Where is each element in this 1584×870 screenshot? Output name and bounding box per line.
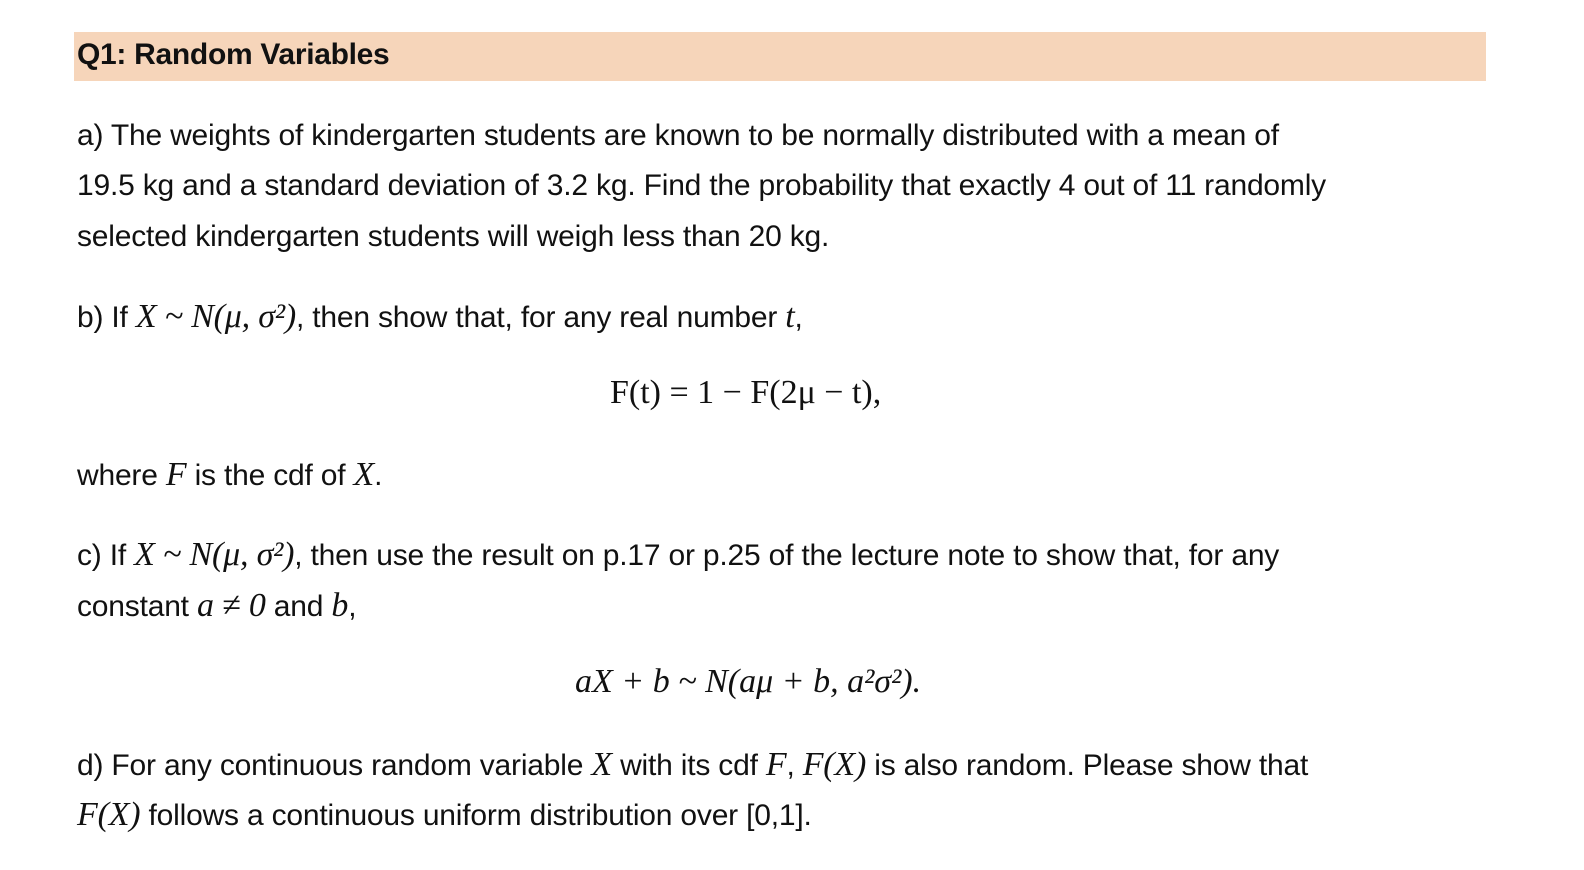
part-c-line2-prefix: constant (77, 590, 189, 623)
part-c-equation (575, 663, 921, 701)
section-title: Q1: Random Variables (77, 38, 390, 71)
part-b-where-f: F (165, 456, 187, 493)
part-d-var-x: X (591, 746, 612, 783)
part-a-line-1: a) The weights of kindergarten students are known to be normally distributed with a mean of (77, 119, 1279, 152)
part-a-line-2: 19.5 kg and a standard deviation of 3.2 kg. Find the probability that exactly 4 out of 11 randomly (77, 169, 1326, 202)
part-c-prefix: c) If (77, 539, 126, 572)
part-c-condition: a ≠ 0 (196, 587, 266, 624)
part-d-f: F (765, 746, 787, 783)
part-c-suffix: , then use the result on p.17 or p.25 of the lecture note to show that, for any (294, 539, 1280, 572)
part-c-statement: X ~ N(μ, σ²) (134, 536, 295, 573)
part-c-var-b: b (331, 587, 349, 624)
part-b-where-line (77, 449, 382, 501)
part-c-comma: , (348, 590, 357, 623)
part-b-comma: , (794, 301, 803, 334)
part-b-statement: X ~ N(μ, σ²) (135, 298, 296, 335)
part-d-fx: F(X) (802, 746, 867, 783)
part-c-and: and (273, 590, 324, 623)
part-b-suffix: , then show that, for any real number (295, 301, 778, 334)
part-b-where-mid: is the cdf of (194, 459, 346, 492)
part-b-where-x: X (353, 456, 375, 493)
part-b-line-1 (77, 291, 803, 343)
part-d-suffix: is also random. Please show that (874, 749, 1309, 782)
part-d-line2-suffix: follows a continuous uniform distribution over [0,1]. (148, 799, 812, 832)
part-d-prefix: d) For any continuous random variable (77, 749, 584, 782)
part-c-equation-text: aX + b ~ N(aμ + b, a²σ²). (575, 663, 922, 700)
part-c-line-1 (77, 529, 1279, 581)
part-b-where-end: . (374, 459, 383, 492)
part-d-mid: with its cdf (620, 749, 758, 782)
part-d-line-2 (77, 789, 812, 841)
part-c-line-2 (77, 580, 356, 632)
section-title-bar (74, 32, 1486, 81)
part-d-line-1 (77, 739, 1308, 791)
part-d-comma: , (786, 749, 795, 782)
part-d-line2-fx: F(X) (77, 796, 141, 833)
part-b-var-t: t (785, 298, 795, 335)
part-b-equation: F(t) = 1 − F(2μ − t), (610, 374, 882, 411)
part-b-prefix: b) If (77, 301, 128, 334)
part-b-where-prefix: where (77, 459, 158, 492)
part-a-line-3: selected kindergarten students will weigh less than 20 kg. (77, 220, 830, 253)
